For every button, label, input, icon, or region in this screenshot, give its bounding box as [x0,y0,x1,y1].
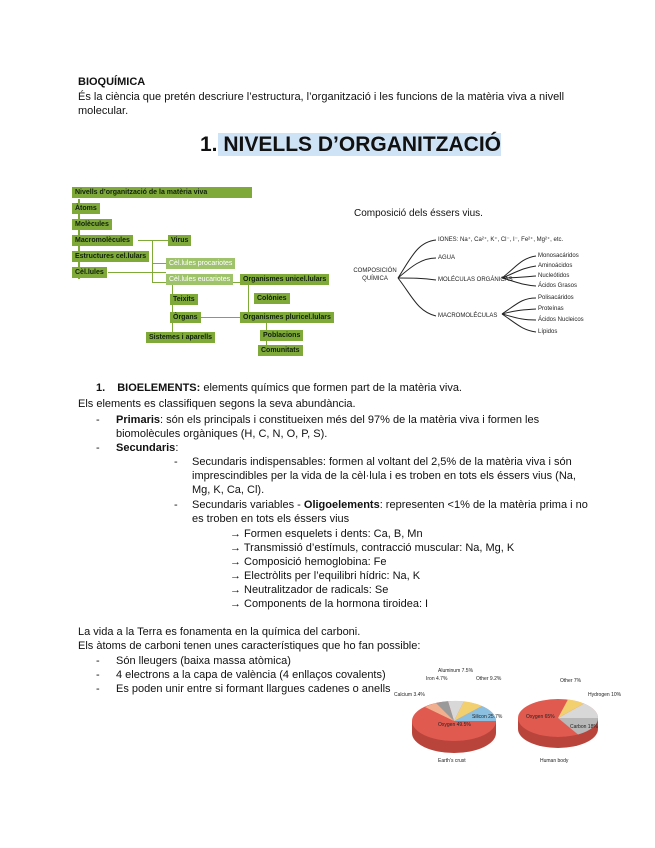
organization-diagram [72,185,334,360]
composition-title: Composició dels éssers vius. [354,208,483,219]
secondary-label: Secundaris: [116,442,179,454]
primary-line: biomolècules orgàniques (H, C, N, O, P, S). [116,428,328,440]
composition-ions: IONES: Na⁺, Ca²⁺, K⁺, Cl⁻, I⁻, Fe²⁺, Mg²⁺, etc. [438,237,564,243]
earth-label-other: Other 9.2% [476,676,502,682]
earth-label-silicon: Silicon 25.7% [472,714,503,720]
earth-caption: Earth’s crust [438,758,466,764]
secondary-indispensable: Secundaris indispensables: formen al voltant del 2,5% de la matèria viva i són [192,456,572,468]
organic-child: Nucleótidos [538,273,570,279]
level-systems: Sistemes i aparells [146,332,215,343]
bioelements-heading: 1. BIOELEMENTS: elements químics que formen part de la matèria viva. [96,382,462,394]
function-item: → Components de la hormona tiroidea: I [230,598,429,610]
earth-label-iron: Iron 4.7% [426,676,448,682]
carbon-item: Són lleugers (baixa massa atòmica) [116,655,291,667]
level-virus: Virus [168,235,191,246]
carbon-item: 4 electrons a la capa de valència (4 enllaços covalents) [116,669,386,681]
secondary-indispensable: imprescindibles per la vida de la cèl·lula i es troben en tots els éssers vius (Na, [192,470,576,482]
carbon-text: La vida a la Terra es fonamenta en la química del carboni. [78,626,361,638]
level-atoms: Àtoms [72,203,100,214]
function-item: → Neutralitzador de radicals: Se [230,584,389,596]
bullet: - [174,499,178,511]
level-tissues: Teixits [170,294,198,305]
bullet: - [96,442,100,454]
function-item: → Composició hemoglobina: Fe [230,556,387,568]
human-label-carbon: Carbon 18% [570,724,598,730]
level-colonies: Colònies [254,293,290,304]
organic-child: Ácidos Grasos [538,283,578,289]
composition-tree [352,226,614,344]
level-community: Comunitats [258,345,303,356]
human-label-hydrogen: Hydrogen 10% [588,692,622,698]
section-title: 1. NIVELLS D’ORGANITZACIÓ [200,133,502,156]
composition-root: COMPOSICIÓN QUÍMICA [353,268,397,282]
human-label-oxygen: Oxygen 65% [526,714,555,720]
intro-text-line: molecular. [78,105,129,117]
organic-child: Monosacáridos [538,253,579,259]
level-cells: Cèl.lules [72,267,107,278]
function-item: → Electròlits per l’equilibri hídric: Na, K [230,570,421,582]
bullet: - [96,655,100,667]
level-macromolecules: Macromolècules [72,235,133,246]
macro-child: Polisacáridos [538,295,574,301]
element-pie-figures [392,667,622,771]
function-item: → Transmissió d’estímuls, contracció muscular: Na, Mg, K [230,542,515,554]
secondary-variable: Secundaris variables - Oligoelements: representen <1% de la matèria prima i no [192,499,588,511]
bullet: - [96,683,100,695]
composition-macro: MACROMOLÉCULAS [438,313,498,319]
diagram-title: Nivells d’organització de la matèria viva [72,187,252,198]
level-unicellular: Organismes unicel.lulars [240,274,329,285]
level-populations: Poblacions [260,330,303,341]
macro-child: Ácidos Nucleicos [538,317,584,323]
carbon-item: Es poden unir entre si formant llargues cadenes o anells [116,683,391,695]
level-molecules: Molècules [72,219,112,230]
function-item: → Formen esquelets i dents: Ca, B, Mn [230,528,423,540]
earth-label-aluminum: Aluminum 7.5% [438,668,474,674]
secondary-indispensable: Mg, K, Ca, Cl). [192,484,265,496]
organic-child: Aminoácidos [538,263,573,269]
intro-text-line: És la ciència que pretén descriure l’estructura, l’organització i les funcions de la matèria viva a nivell [78,91,565,103]
earth-label-oxygen: Oxygen 49.5% [438,722,471,728]
level-eukaryotes: Cèl.lules eucariotes [166,274,233,285]
composition-water: AGUA [438,255,456,261]
classify-text: Els elements es classifiquen segons la seva abundància. [78,398,356,410]
macro-child: Proteínas [538,306,564,312]
primary-line: Primaris: són els principals i constitueixen més del 97% de la matèria viva i formen les [116,414,540,426]
bullet: - [96,669,100,681]
bullet: - [174,456,178,468]
bullet: - [96,414,100,426]
macro-child: Lípidos [538,329,558,335]
level-pluricellular: Organismes pluricel.lulars [240,312,334,323]
composition-organic: MOLÉCULAS ORGÁNICAS [438,277,513,283]
level-organs: Òrgans [170,312,201,323]
earth-label-calcium: Calcium 3.4% [394,692,425,698]
secondary-variable: es troben en tots els éssers vius [192,513,350,525]
level-prokaryotes: Cèl.lules procariotes [166,258,235,269]
carbon-text: Els àtoms de carboni tenen unes característiques que ho fan possible: [78,640,421,652]
human-caption: Human body [540,758,569,764]
level-structures: Estructures cel.lulars [72,251,149,262]
intro-heading: BIOQUÍMICA [78,76,146,88]
human-label-other: Other 7% [560,678,582,684]
